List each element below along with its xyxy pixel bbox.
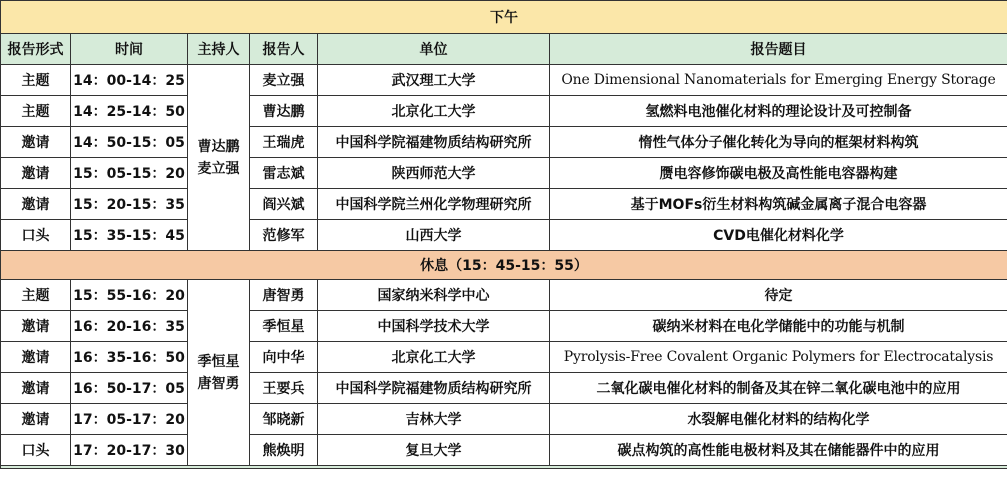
cell-unit: 吉林大学 (318, 404, 550, 435)
cell-time: 15：05-15：20 (71, 158, 188, 189)
cell-type: 邀请 (1, 404, 71, 435)
table-row (1, 373, 1007, 404)
cell-type: 邀请 (1, 311, 71, 342)
section-title: 下午 (1, 1, 1007, 34)
cell-time: 15：35-15：45 (71, 220, 188, 251)
header-speaker: 报告人 (250, 34, 318, 65)
cell-time: 16：20-16：35 (71, 311, 188, 342)
header-time: 时间 (71, 34, 188, 65)
cell-speaker: 范修军 (250, 220, 318, 251)
cell-speaker: 麦立强 (250, 65, 318, 96)
break-label: 休息（15：45-15：55） (1, 251, 1007, 280)
bottom-bar (1, 466, 1007, 469)
cell-type: 口头 (1, 220, 71, 251)
bottom-bar-cell (1, 466, 1007, 469)
cell-title: 待定 (550, 280, 1007, 311)
cell-title: 惰性气体分子催化转化为导向的框架材料构筑 (550, 127, 1007, 158)
table-row (1, 96, 1007, 127)
cell-time: 17：20-17：30 (71, 435, 188, 466)
cell-speaker: 王瑞虎 (250, 127, 318, 158)
header-unit: 单位 (318, 34, 550, 65)
table-row (1, 65, 1007, 96)
cell-unit: 中国科学院福建物质结构研究所 (318, 373, 550, 404)
cell-title: One Dimensional Nanomaterials for Emerging Energy Storage (550, 65, 1007, 96)
cell-type: 邀请 (1, 158, 71, 189)
host-name: 唐智勇 (197, 375, 240, 392)
cell-time: 15：55-16：20 (71, 280, 188, 311)
cell-unit: 陕西师范大学 (318, 158, 550, 189)
cell-title: 水裂解电催化材料的结构化学 (550, 404, 1007, 435)
cell-type: 口头 (1, 435, 71, 466)
cell-title: Pyrolysis-Free Covalent Organic Polymers for Electrocatalysis (550, 342, 1007, 373)
host-name: 季恒星 (197, 353, 240, 370)
header-row (1, 34, 1007, 65)
cell-title: 碳点构筑的高性能电极材料及其在储能器件中的应用 (550, 435, 1007, 466)
cell-time: 15：20-15：35 (71, 189, 188, 220)
cell-title: 赝电容修饰碳电极及高性能电容器构建 (550, 158, 1007, 189)
cell-time: 16：35-16：50 (71, 342, 188, 373)
cell-time: 14：25-14：50 (71, 96, 188, 127)
table-row (1, 404, 1007, 435)
cell-unit: 复旦大学 (318, 435, 550, 466)
host-name: 麦立强 (197, 160, 240, 177)
cell-speaker: 季恒星 (250, 311, 318, 342)
table-row (1, 342, 1007, 373)
cell-type: 邀请 (1, 373, 71, 404)
table-row (1, 189, 1007, 220)
cell-time: 16：50-17：05 (71, 373, 188, 404)
host-name: 曹达鹏 (197, 138, 240, 155)
cell-title: CVD电催化材料化学 (550, 220, 1007, 251)
cell-speaker: 向中华 (250, 342, 318, 373)
cell-unit: 中国科学院福建物质结构研究所 (318, 127, 550, 158)
header-type: 报告形式 (1, 34, 71, 65)
cell-unit: 武汉理工大学 (318, 65, 550, 96)
cell-title: 碳纳米材料在电化学储能中的功能与机制 (550, 311, 1007, 342)
cell-speaker: 阎兴斌 (250, 189, 318, 220)
cell-type: 邀请 (1, 189, 71, 220)
cell-type: 主题 (1, 65, 71, 96)
break-row (1, 251, 1007, 280)
cell-hosts (188, 65, 250, 251)
cell-speaker: 熊焕明 (250, 435, 318, 466)
cell-title: 氢燃料电池催化材料的理论设计及可控制备 (550, 96, 1007, 127)
table-row (1, 220, 1007, 251)
cell-speaker: 曹达鹏 (250, 96, 318, 127)
cell-time: 14：50-15：05 (71, 127, 188, 158)
cell-time: 14：00-14：25 (71, 65, 188, 96)
cell-hosts (188, 280, 250, 466)
cell-title: 二氧化碳电催化材料的制备及其在锌二氧化碳电池中的应用 (550, 373, 1007, 404)
table-row (1, 435, 1007, 466)
cell-unit: 中国科学院兰州化学物理研究所 (318, 189, 550, 220)
table-row (1, 280, 1007, 311)
cell-speaker: 邹晓新 (250, 404, 318, 435)
cell-title: 基于MOFs衍生材料构筑碱金属离子混合电容器 (550, 189, 1007, 220)
cell-unit: 山西大学 (318, 220, 550, 251)
table-row (1, 127, 1007, 158)
table-row (1, 158, 1007, 189)
table-row (1, 311, 1007, 342)
cell-time: 17：05-17：20 (71, 404, 188, 435)
cell-type: 主题 (1, 96, 71, 127)
cell-unit: 北京化工大学 (318, 342, 550, 373)
cell-speaker: 雷志斌 (250, 158, 318, 189)
cell-type: 邀请 (1, 127, 71, 158)
section-title-row (1, 1, 1007, 34)
cell-type: 邀请 (1, 342, 71, 373)
cell-speaker: 唐智勇 (250, 280, 318, 311)
header-host: 主持人 (188, 34, 250, 65)
cell-unit: 中国科学技术大学 (318, 311, 550, 342)
cell-speaker: 王要兵 (250, 373, 318, 404)
cell-unit: 北京化工大学 (318, 96, 550, 127)
header-title: 报告题目 (550, 34, 1007, 65)
cell-type: 主题 (1, 280, 71, 311)
cell-unit: 国家纳米科学中心 (318, 280, 550, 311)
